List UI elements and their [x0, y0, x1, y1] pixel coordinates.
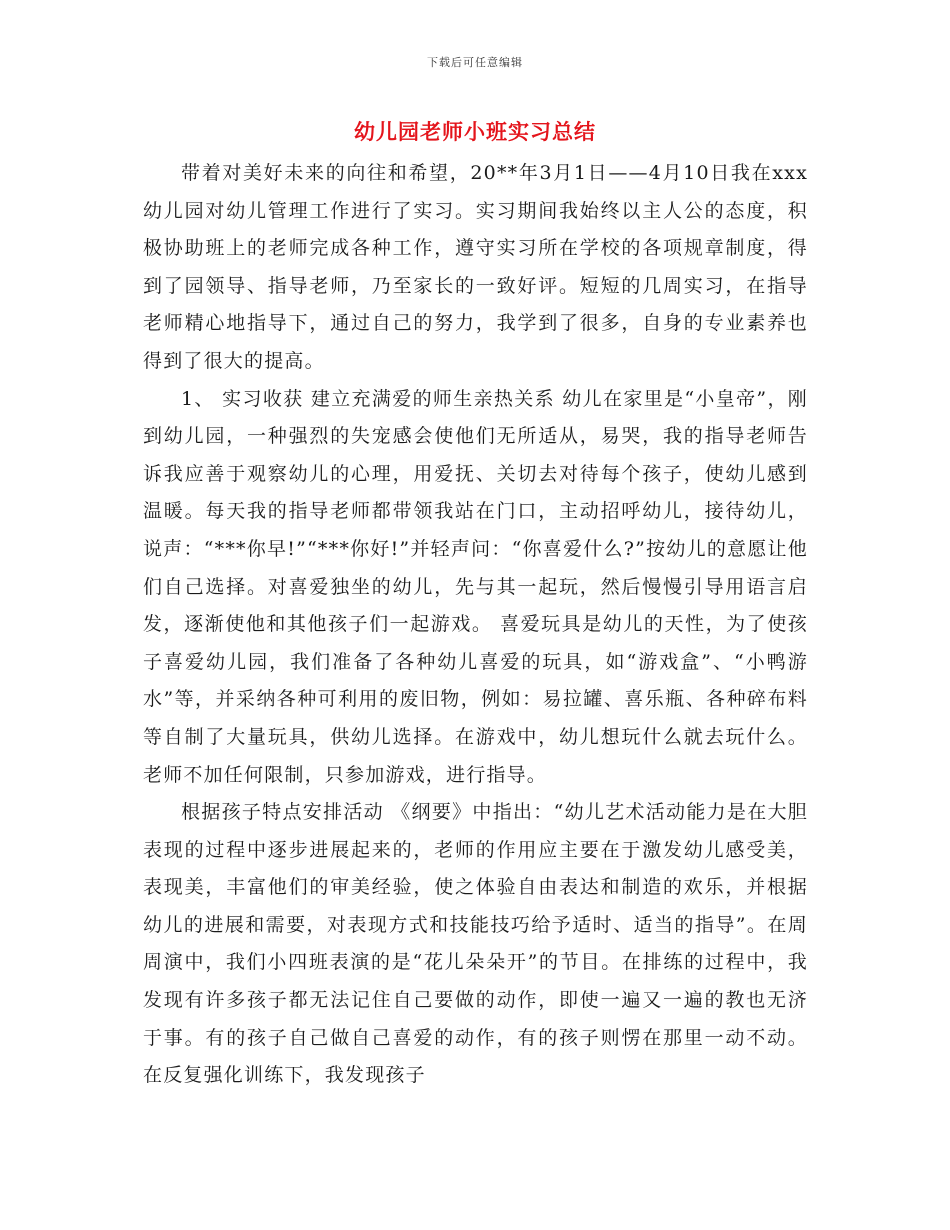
paragraph-intro: 带着对美好未来的向往和希望，20**年3月1日——4月10日我在xxx幼儿园对幼儿管理工作进行了实习。实习期间我始终以主人公的态度，积极协助班上的老师完成各种工作，遵守实习所在学校的各项规章制度，得到了园领导、指导老师，乃至家长的一致好评。短短的几周实习，在指导老师精心地指导下，通过自己的努力，我学到了很多，自身的专业素养也得到了很大的提高。	[143, 162, 808, 372]
paragraph-activities: 根据孩子特点安排活动 《纲要》中指出：“幼儿艺术活动能力是在大胆表现的过程中逐步进展起来的，老师的作用应主要在于激发幼儿感受美，表现美，丰富他们的审美经验，使之体验自由表达和制造的欢乐，并根据幼儿的进展和需要，对表现方式和技能技巧给予适时、适当的指导”。在周周演中，我们小四班表演的是“花儿朵朵开”的节目。在排练的过程中，我发现有许多孩子都无法记住自己要做的动作，即使一遍又一遍的教也无济于事。有的孩子自己做自己喜爱的动作，有的孩子则愣在那里一动不动。在反复强化训练下，我发现孩子	[143, 801, 808, 1087]
paragraph-internship-gains: 1、 实习收获 建立充满爱的师生亲热关系 幼儿在家里是“小皇帝”，刚到幼儿园，一种强烈的失宠感会使他们无所适从，易哭，我的指导老师告诉我应善于观察幼儿的心理，用爱抚、关切去对待每个孩子，使幼儿感到温暖。每天我的指导老师都带领我站在门口，主动招呼幼儿，接待幼儿，说声：“***你早!”“***你好!”并轻声问：“你喜爱什么?”按幼儿的意愿让他们自己选择。对喜爱独坐的幼儿，先与其一起玩，然后慢慢引导用语言启发，逐渐使他和其他孩子们一起游戏。 喜爱玩具是幼儿的天性，为了使孩子喜爱幼儿园，我们准备了各种幼儿喜爱的玩具，如“游戏盒”、“小鸭游水”等，并采纳各种可利用的废旧物，例如：易拉罐、喜乐瓶、各种碎布料等自制了大量玩具，供幼儿选择。在游戏中，幼儿想玩什么就去玩什么。老师不加任何限制，只参加游戏，进行指导。	[143, 387, 808, 786]
document-body	[143, 155, 808, 1095]
document-title: 幼儿园老师小班实习总结	[354, 119, 596, 144]
header-note: 下载后可任意编辑	[427, 56, 523, 69]
